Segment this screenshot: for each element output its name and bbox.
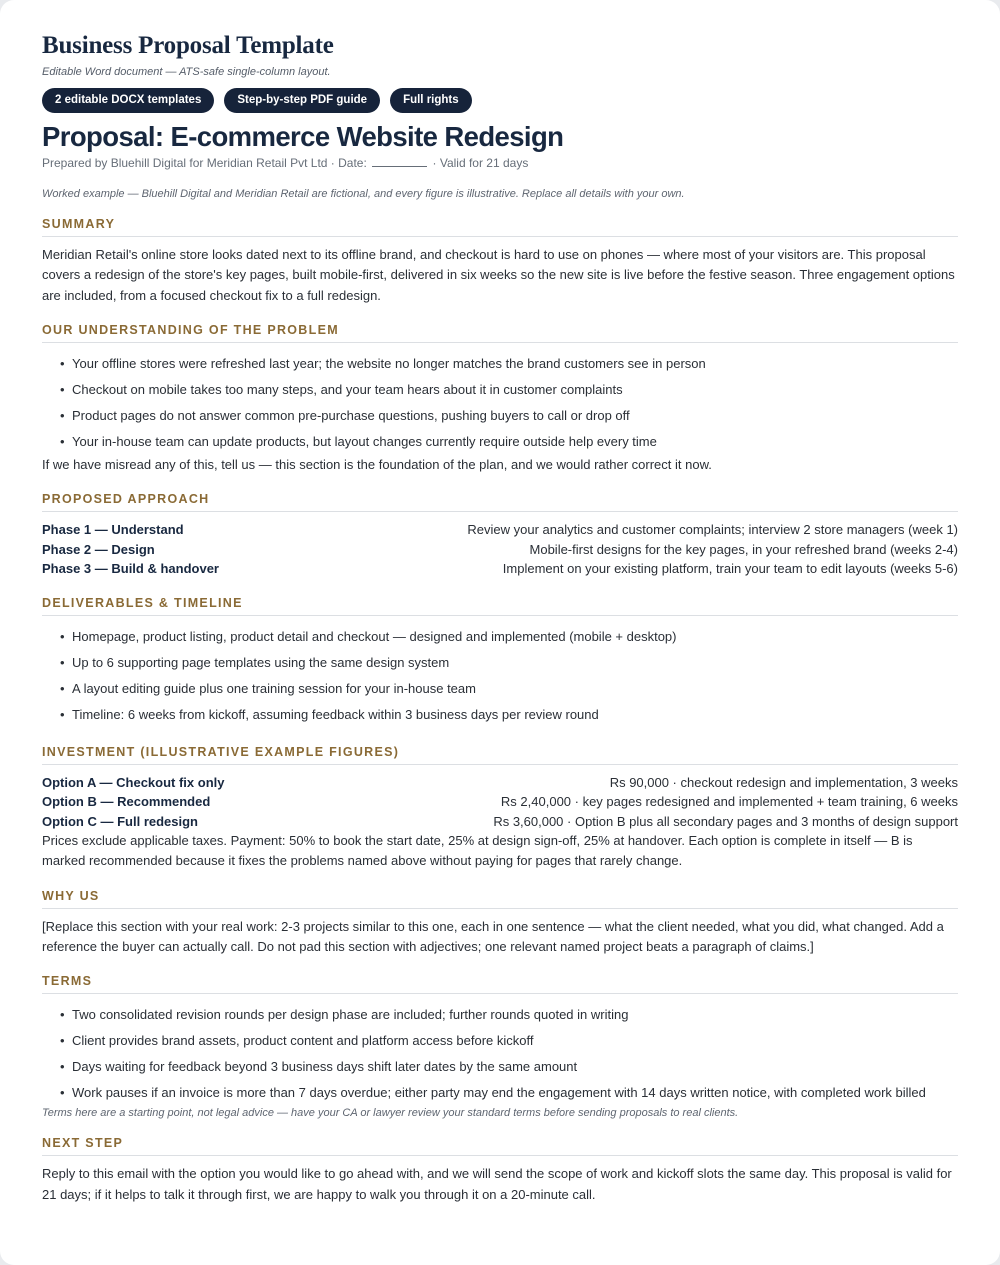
list-item: • Your in-house team can update products, but layout changes currently require outside help every time — [72, 429, 958, 455]
validity-text: · Valid for 21 days — [432, 156, 529, 170]
list-item: • Product pages do not answer common pre-purchase questions, pushing buyers to call or drop off — [72, 403, 958, 429]
date-blank-line — [372, 156, 427, 167]
list-item: • Homepage, product listing, product detail and checkout — designed and implemented (mobile + desktop) — [72, 624, 958, 650]
phase-label: Phase 2 — Design — [42, 541, 155, 557]
phase-label: Phase 3 — Build & handover — [42, 561, 219, 577]
phase-list — [42, 520, 958, 579]
option-row — [42, 792, 958, 812]
list-item: • Timeline: 6 weeks from kickoff, assuming feedback within 3 business days per review round — [72, 702, 958, 728]
problem-list — [42, 351, 958, 455]
problem-closing: If we have misread any of this, tell us — this section is the foundation of the plan, and we would rather correct it now. — [42, 456, 712, 472]
phase-label: Phase 1 — Understand — [42, 522, 184, 538]
list-item: • Days waiting for feedback beyond 3 business days shift later dates by the same amount — [72, 1054, 958, 1080]
list-item: • Your offline stores were refreshed last year; the website no longer matches the brand customers see in person — [72, 351, 958, 377]
phase-row — [42, 540, 958, 560]
section-heading-next-step: NEXT STEP — [42, 1136, 958, 1156]
section-heading-why-us: WHY US — [42, 889, 958, 909]
phase-detail: Implement on your existing platform, train your team to edit layouts (weeks 5-6) — [502, 561, 958, 577]
why-us-paragraph: [Replace this section with your real work: 2-3 projects similar to this one, each in one sentence — what the client needed, what you did, what changed. Add a reference the buyer can actually call. Do not pad this section with adjectives; one relevant named project beats a paragraph of claims.] — [42, 918, 944, 955]
terms-legal-note: Terms here are a starting point, not legal advice — have your CA or lawyer review your standard terms before sending proposals to real clients. — [42, 1107, 739, 1120]
option-row — [42, 773, 958, 793]
option-row — [42, 812, 958, 832]
list-item: • A layout editing guide plus one training session for your in-house team — [72, 676, 958, 702]
badge-pdf-guide: Step-by-step PDF guide — [224, 88, 380, 113]
deliverables-list — [42, 624, 958, 728]
list-item: • Client provides brand assets, product content and platform access before kickoff — [72, 1028, 958, 1054]
option-detail: Rs 3,60,000 · Option B plus all secondary pages and 3 months of design support — [493, 813, 958, 829]
worked-example-disclaimer: Worked example — Bluehill Digital and Meridian Retail are fictional, and every figure is illustrative. Replace all details with your own. — [42, 188, 685, 200]
option-list — [42, 773, 958, 832]
terms-list — [42, 1002, 958, 1106]
section-heading-approach: PROPOSED APPROACH — [42, 492, 958, 512]
summary-paragraph: Meridian Retail's online store looks dated next to its offline brand, and checkout is hard to use on phones — where most of your visitors are. This proposal covers a redesign of the store's key pages, built mobile-first, delivered in six weeks so the new site is live before the festive season. Three engagement options are included, from a focused checkout fix to a full redesign. — [42, 247, 955, 303]
section-heading-terms: TERMS — [42, 974, 958, 994]
prepared-line — [42, 156, 958, 170]
option-label: Option C — Full redesign — [42, 813, 198, 829]
option-label: Option A — Checkout fix only — [42, 774, 225, 790]
option-detail: Rs 2,40,000 · key pages redesigned and implemented + team training, 6 weeks — [500, 794, 958, 810]
phase-row — [42, 520, 958, 540]
badge-row — [42, 88, 958, 113]
prepared-by-text: Prepared by Bluehill Digital for Meridian Retail Pvt Ltd · Date: — [42, 156, 367, 170]
section-heading-summary: SUMMARY — [42, 217, 958, 237]
badge-docx-templates: 2 editable DOCX templates — [42, 88, 214, 113]
phase-row — [42, 559, 958, 579]
phase-detail: Review your analytics and customer complaints; interview 2 store managers (week 1) — [467, 522, 958, 538]
phase-detail: Mobile-first designs for the key pages, in your refreshed brand (weeks 2-4) — [529, 541, 958, 557]
option-detail: Rs 90,000 · checkout redesign and implementation, 3 weeks — [609, 774, 958, 790]
list-item: • Checkout on mobile takes too many steps, and your team hears about it in customer complaints — [72, 377, 958, 403]
template-title: Business Proposal Template — [42, 32, 334, 59]
list-item: • Work pauses if an invoice is more than 7 days overdue; either party may end the engagement with 14 days written notice, with completed work billed — [72, 1080, 958, 1106]
section-heading-deliverables: DELIVERABLES & TIMELINE — [42, 596, 958, 616]
list-item: • Two consolidated revision rounds per design phase are included; further rounds quoted in writing — [72, 1002, 958, 1028]
option-label: Option B — Recommended — [42, 794, 211, 810]
list-item: • Up to 6 supporting page templates using the same design system — [72, 650, 958, 676]
investment-note: Prices exclude applicable taxes. Payment: 50% to book the start date, 25% at design sign-off, 25% at handover. Each option is complete in itself — B is marked recommended because it fixes the problems named above without paying for pages that rarely change. — [42, 833, 913, 869]
template-subtitle: Editable Word document — ATS-safe single-column layout. — [42, 66, 331, 78]
section-heading-problem: OUR UNDERSTANDING OF THE PROBLEM — [42, 323, 958, 343]
section-heading-investment: INVESTMENT (ILLUSTRATIVE EXAMPLE FIGURES) — [42, 745, 958, 765]
next-step-paragraph: Reply to this email with the option you would like to go ahead with, and we will send the scope of work and kickoff slots the same day. This proposal is valid for 21 days; if it helps to talk it through first, we are happy to walk you through it on a 20-minute call. — [42, 1166, 952, 1202]
proposal-title: Proposal: E-commerce Website Redesign — [42, 121, 564, 152]
badge-full-rights: Full rights — [390, 88, 472, 113]
